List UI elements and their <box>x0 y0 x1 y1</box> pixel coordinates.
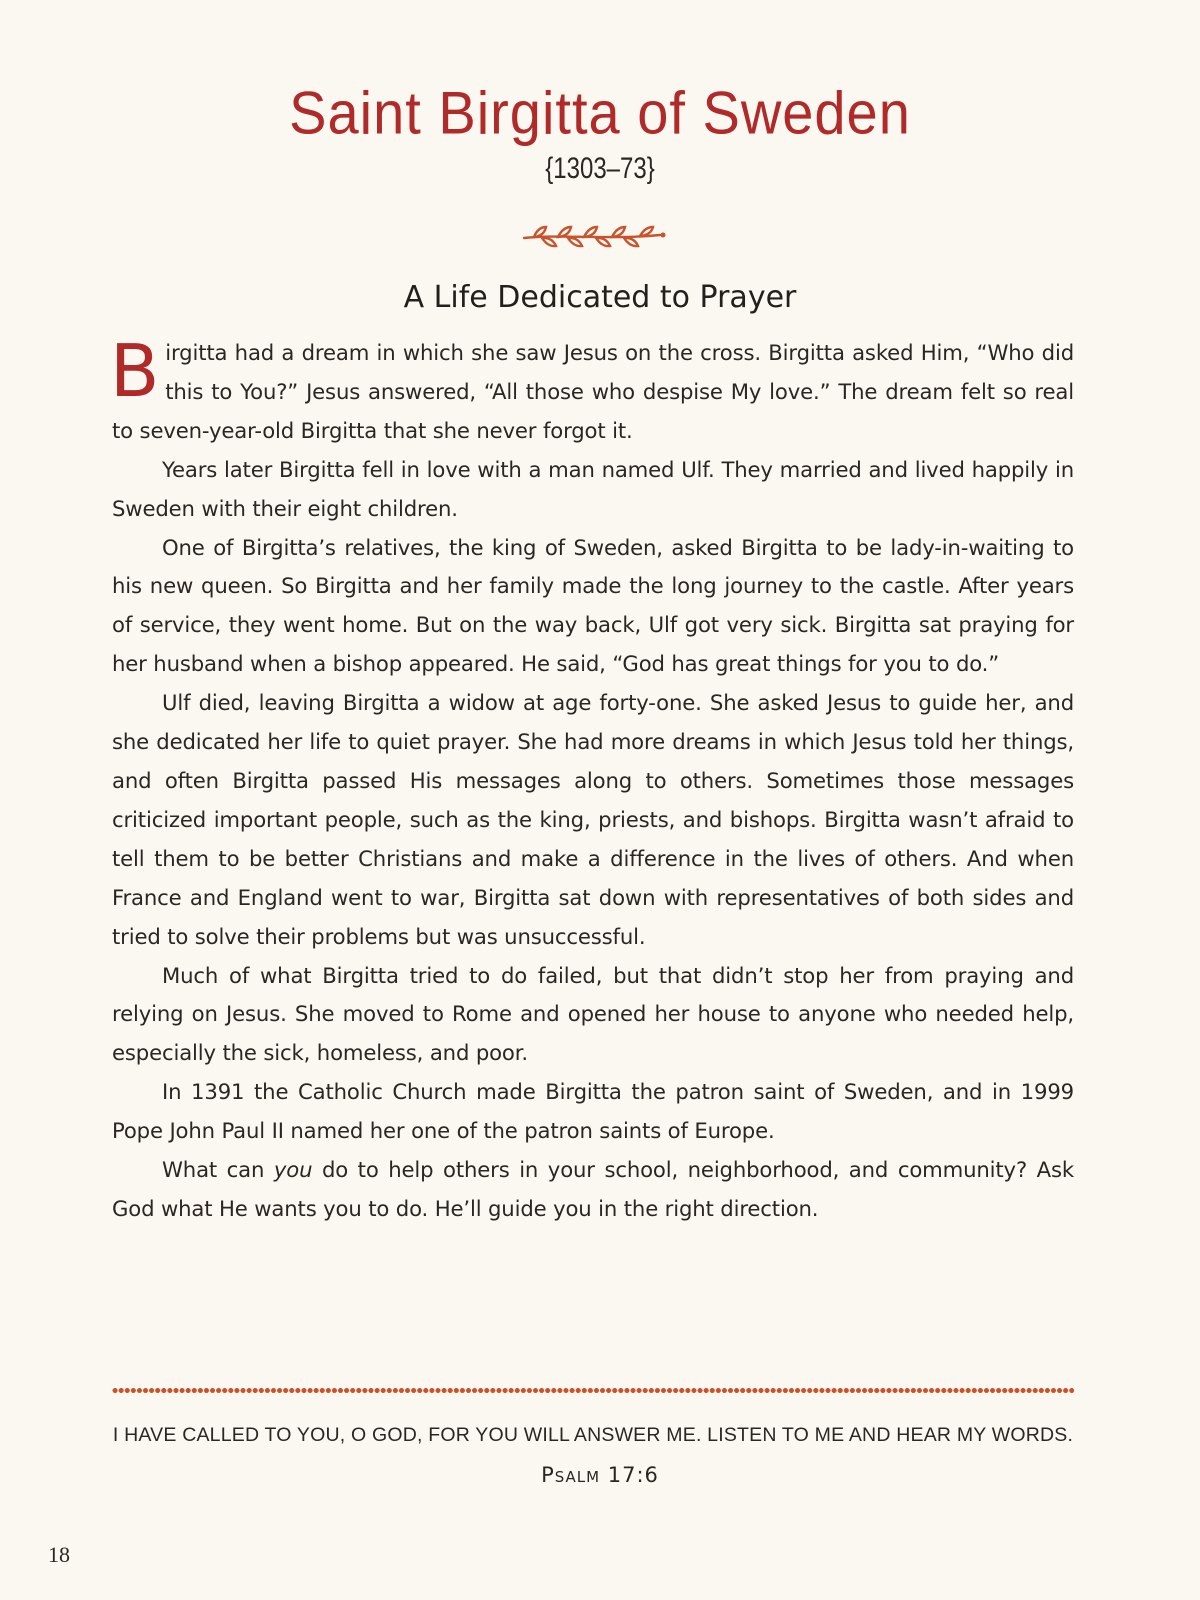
paragraph-1-text: irgitta had a dream in which she saw Jesus on the cross. Birgitta asked Him, “Who did this to You?” Jesus answered, “All those who despise My love.” The dream felt so real to seven-year-old Birgitta that she never forgot it. <box>112 340 1074 443</box>
scripture-quote: I HAVE CALLED TO YOU, O GOD, FOR YOU WILL ANSWER ME. LISTEN TO ME AND HEAR MY WORDS. <box>112 1424 1074 1446</box>
paragraph-7-emphasis: you <box>273 1157 313 1183</box>
scripture-citation: Psalm 17:6 <box>541 1463 659 1487</box>
dotted-divider <box>112 1387 1074 1394</box>
section-heading: A Life Dedicated to Prayer <box>403 280 797 315</box>
paragraph-7-end: do to help others in your school, neighborhood, and community? Ask God what He wants you to do. He’ll guide you in the right direction. <box>112 1157 1074 1221</box>
paragraph-7-start: What can <box>162 1157 274 1183</box>
sprig-ornament-icon <box>520 222 670 252</box>
paragraph-1 <box>110 329 1074 451</box>
page-title: Saint Birgitta of Sweden <box>289 78 911 147</box>
article-body <box>110 329 1074 1229</box>
paragraph-3: One of Birgitta’s relatives, the king of Sweden, asked Birgitta to be lady-in-waiting to his new queen. So Birgitta and her family made the long journey to the castle. After years of service, they went home. But on the way back, Ulf got very sick. Birgitta sat praying for her husband when a bishop appeared. He said, “God has great things for you to do.” <box>112 534 1074 677</box>
paragraph-7 <box>112 1151 1074 1229</box>
paragraph-5: Much of what Birgitta tried to do failed, but that didn’t stop her from praying and relying on Jesus. She moved to Rome and opened her house to anyone who needed help, especially the sick, homeless, and poor. <box>112 962 1074 1066</box>
paragraph-4: Ulf died, leaving Birgitta a widow at age forty-one. She asked Jesus to guide her, and she dedicated her life to quiet prayer. She had more dreams in which Jesus told her things, and often Birgitta passed His messages along to others. Sometimes those messages criticized important people, such as the king, priests, and bishops. Birgitta wasn’t afraid to tell them to be better Christians and make a difference in the lives of others. And when France and England went to war, Birgitta sat down with representatives of both sides and tried to solve their problems but was unsuccessful. <box>112 690 1074 949</box>
drop-cap: B <box>110 329 160 413</box>
life-dates: {1303–73} <box>545 152 655 185</box>
paragraph-2: Years later Birgitta fell in love with a man named Ulf. They married and lived happily in Sweden with their eight children. <box>112 456 1074 521</box>
paragraph-6: In 1391 the Catholic Church made Birgitta the patron saint of Sweden, and in 1999 Pope John Paul II named her one of the patron saints of Europe. <box>112 1079 1074 1144</box>
page-number: 18 <box>48 1542 70 1567</box>
